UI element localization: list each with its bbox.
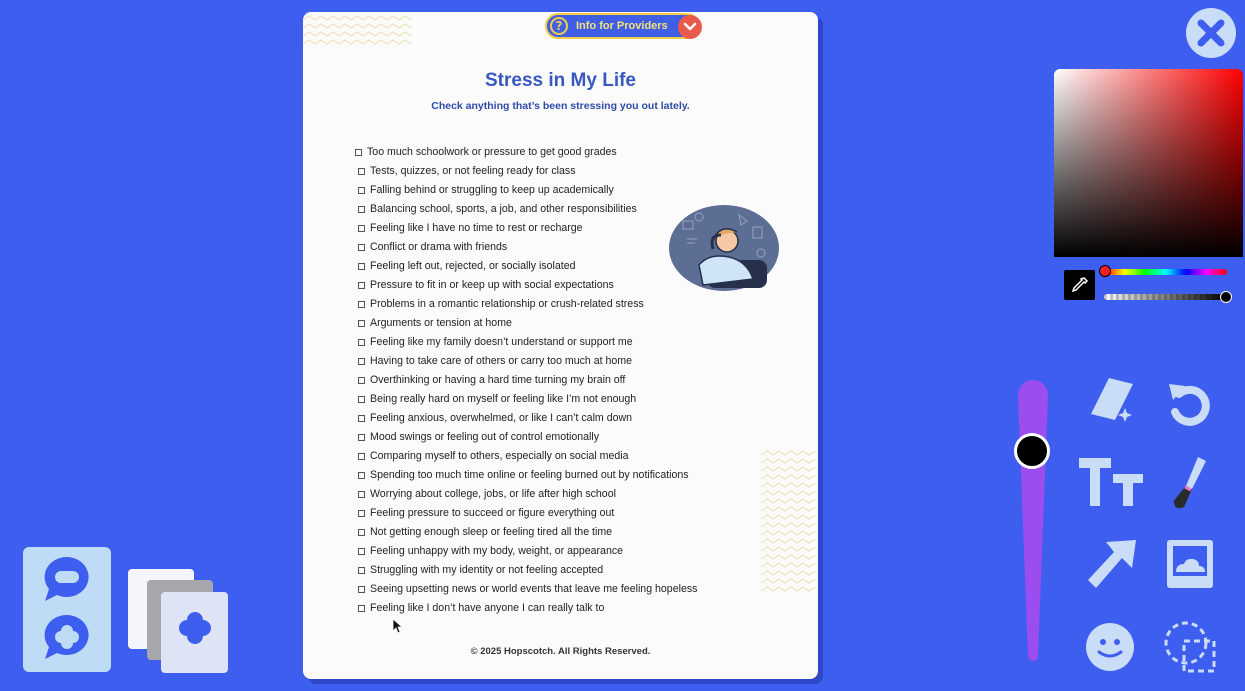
checkbox[interactable] [358,358,365,365]
checklist-item[interactable] [355,257,697,276]
sticker-icon [23,547,111,672]
checkbox[interactable] [358,225,365,232]
checklist-item-label: Being really hard on myself or feeling like I’m not enough [370,393,637,405]
checklist-item[interactable] [355,371,697,390]
checklist-item[interactable] [355,181,697,200]
hue-slider-thumb[interactable] [1099,265,1111,277]
page-subtitle: Check anything that’s been stressing you out lately. [431,100,690,112]
chevron-down-icon[interactable] [678,15,702,39]
checkbox[interactable] [358,320,365,327]
sticker-panel-button[interactable] [23,547,111,672]
opacity-slider-thumb[interactable] [1220,291,1232,303]
opacity-slider-gradient [1104,294,1227,300]
checklist-item-label: Having to take care of others or carry too much at home [370,355,633,367]
info-for-providers-button[interactable] [545,13,700,39]
checklist-item-label: Feeling unhappy with my body, weight, or appearance [370,545,624,557]
arrow-icon[interactable] [1084,538,1138,592]
checklist-item[interactable] [355,352,697,371]
question-icon: ? [550,17,568,35]
checklist-item-label: Feeling like my family doesn’t understand or support me [370,336,633,348]
checklist-item-label: Comparing myself to others, especially on social media [370,450,629,462]
checklist-item-label: Problems in a romantic relationship or crush-related stress [370,298,644,310]
checkbox[interactable] [358,510,365,517]
undo-icon[interactable] [1165,376,1213,428]
checkbox[interactable] [358,548,365,555]
brush-size-thumb[interactable] [1014,433,1050,469]
checklist-item-label: Overthinking or having a hard time turning my brain off [370,374,626,386]
checklist-item-label: Feeling like I don’t have anyone I can really talk to [370,602,605,614]
checklist-item-label: Feeling like I have no time to rest or recharge [370,222,583,234]
checklist-item[interactable] [355,333,697,352]
paintbrush-icon[interactable] [1170,455,1210,511]
checkbox[interactable] [358,263,365,270]
checklist-item-label: Pressure to fit in or keep up with social expectations [370,279,614,291]
stress-checklist [355,143,697,618]
checkbox[interactable] [358,339,365,346]
checkbox[interactable] [358,415,365,422]
checkbox[interactable] [358,453,365,460]
checklist-item[interactable] [355,599,697,618]
mouse-cursor-icon [392,618,404,634]
checklist-item[interactable] [355,219,697,238]
checklist-item-label: Falling behind or struggling to keep up academically [370,184,614,196]
checkbox[interactable] [358,472,365,479]
checklist-item-label: Feeling pressure to succeed or figure everything out [370,507,615,519]
checklist-item[interactable] [355,162,697,181]
eraser-icon[interactable] [1085,374,1137,426]
checklist-item-label: Struggling with my identity or not feeling accepted [370,564,604,576]
checklist-item-label: Mood swings or feeling out of control emotionally [370,431,600,443]
checkbox[interactable] [358,529,365,536]
checkbox[interactable] [358,586,365,593]
checklist-item[interactable] [355,276,697,295]
checkbox[interactable] [358,396,365,403]
checklist-item[interactable] [355,485,697,504]
checklist-item[interactable] [355,409,697,428]
copyright-footer: © 2025 Hopscotch. All Rights Reserved. [470,646,651,657]
checklist-item[interactable] [355,200,697,219]
checkbox[interactable] [358,187,365,194]
stressed-person-illustration [669,205,780,292]
checklist-item[interactable] [355,238,697,257]
close-icon [1186,8,1236,58]
checklist-item[interactable] [355,447,697,466]
checklist-item-label: Conflict or drama with friends [370,241,508,253]
checklist-item[interactable] [355,542,697,561]
checklist-item[interactable] [355,466,697,485]
checkbox[interactable] [358,491,365,498]
checklist-item-label: Too much schoolwork or pressure to get good grades [367,146,617,158]
hue-slider[interactable] [1104,269,1227,275]
checklist-item[interactable] [355,580,697,599]
checklist-item-label: Feeling left out, rejected, or socially isolated [370,260,576,272]
page-title: Stress in My Life [485,70,636,91]
eyedropper-button[interactable] [1064,270,1095,300]
select-crop-icon[interactable] [1164,621,1216,673]
checklist-item-label: Arguments or tension at home [370,317,512,329]
image-icon[interactable] [1166,539,1214,589]
zigzag-decoration [761,449,818,599]
checklist-item-label: Spending too much time online or feeling burned out by notifications [370,469,689,481]
checklist-item-label: Tests, quizzes, or not feeling ready for class [370,165,576,177]
checklist-item[interactable] [355,428,697,447]
checkbox[interactable] [358,301,365,308]
checklist-item-label: Not getting enough sleep or feeling tired all the time [370,526,613,538]
close-button[interactable] [1186,8,1236,58]
checkbox[interactable] [358,605,365,612]
color-saturation-picker[interactable] [1054,69,1243,257]
checkbox[interactable] [358,206,365,213]
checklist-item[interactable] [355,561,697,580]
checkbox[interactable] [358,567,365,574]
checkbox[interactable] [358,168,365,175]
checklist-item[interactable] [355,295,697,314]
checklist-item[interactable] [355,390,697,409]
checklist-item-label: Seeing upsetting news or world events that leave me feeling hopeless [370,583,698,595]
checklist-item-label: Feeling anxious, overwhelmed, or like I can’t calm down [370,412,633,424]
checkbox[interactable] [358,434,365,441]
pages-icon[interactable] [127,568,229,674]
checklist-item[interactable] [355,504,697,523]
checkbox[interactable] [355,149,362,156]
checklist-item[interactable] [355,523,697,542]
checklist-item-label: Worrying about college, jobs, or life after high school [370,488,616,500]
zigzag-decoration [303,12,413,52]
eyedropper-icon [1064,270,1095,300]
info-for-providers-label: Info for Providers [576,20,668,32]
checklist-item[interactable] [355,143,697,162]
checklist-item-label: Balancing school, sports, a job, and other responsibilities [370,203,637,215]
worksheet-page[interactable] [303,12,818,679]
brush-size-slider[interactable] [1018,380,1048,662]
checkbox[interactable] [358,244,365,251]
checkbox[interactable] [358,282,365,289]
emoji-icon[interactable] [1085,622,1135,672]
checkbox[interactable] [358,377,365,384]
checklist-item[interactable] [355,314,697,333]
text-icon[interactable] [1077,456,1145,508]
